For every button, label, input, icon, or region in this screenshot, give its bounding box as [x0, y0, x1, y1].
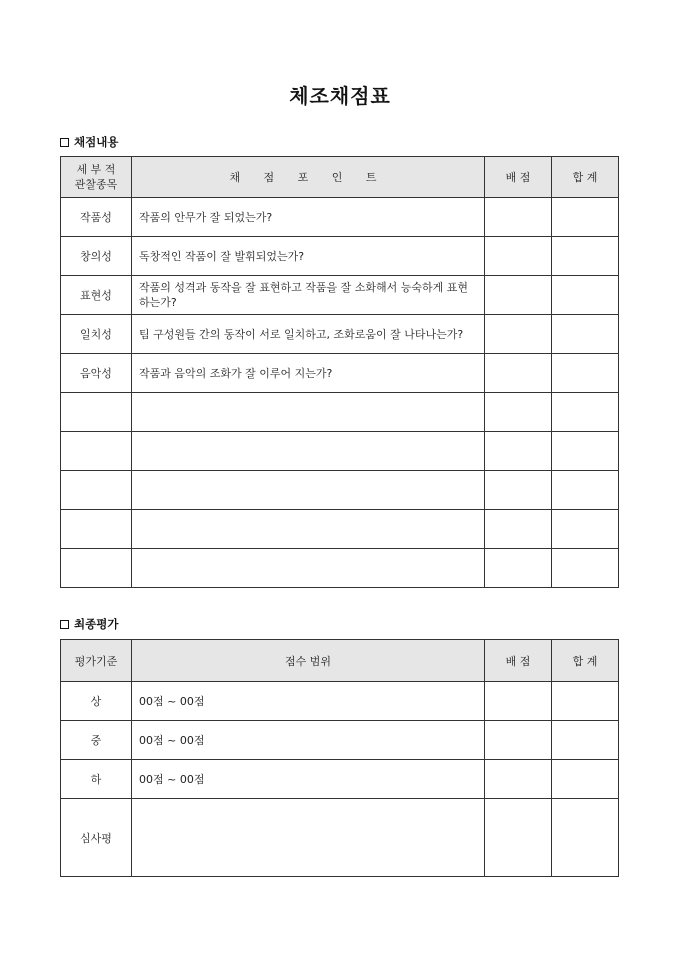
item-name-cell[interactable]: [61, 432, 132, 471]
checkbox-square-icon: [60, 138, 69, 147]
total-cell[interactable]: [552, 549, 619, 588]
allotted-score-cell[interactable]: [485, 393, 552, 432]
scoring-point: 작품의 성격과 동작을 잘 표현하고 작품을 잘 소화해서 능숙하게 표현하는가?: [132, 276, 485, 315]
allotted-score-cell[interactable]: [485, 510, 552, 549]
scoring-point: 작품과 음악의 조화가 잘 이루어 지는가?: [132, 354, 485, 393]
total-cell[interactable]: [552, 237, 619, 276]
scoring-point: 작품의 안무가 잘 되었는가?: [132, 198, 485, 237]
scoring-point: 팀 구성원들 간의 동작이 서로 일치하고, 조화로움이 잘 나타나는가?: [132, 315, 485, 354]
total-cell[interactable]: [552, 760, 619, 799]
table-row: [61, 354, 619, 393]
grade-label: 하: [61, 760, 132, 799]
total-cell[interactable]: [552, 682, 619, 721]
header-criteria: 평가기준: [61, 640, 132, 682]
allotted-score-cell[interactable]: [485, 721, 552, 760]
header-allotted-score: 배 점: [485, 157, 552, 198]
item-name: 표현성: [61, 276, 132, 315]
allotted-score-cell[interactable]: [485, 549, 552, 588]
section-scoring-content: [60, 134, 118, 150]
scoring-point: 독창적인 작품이 잘 발휘되었는가?: [132, 237, 485, 276]
table-row: [61, 276, 619, 315]
empty-row: [61, 549, 619, 588]
item-name: 일치성: [61, 315, 132, 354]
score-range: 00점 ~ 00점: [132, 682, 485, 721]
table-row: [61, 237, 619, 276]
grade-label: 상: [61, 682, 132, 721]
table-row: [61, 721, 619, 760]
allotted-score-cell[interactable]: [485, 432, 552, 471]
table-header-row: [61, 157, 619, 198]
table-row: [61, 198, 619, 237]
allotted-score-cell[interactable]: [485, 237, 552, 276]
section-label: 채점내용: [74, 135, 119, 149]
total-cell[interactable]: [552, 393, 619, 432]
allotted-score-cell[interactable]: [485, 682, 552, 721]
review-comment-cell[interactable]: [132, 799, 485, 877]
table-row: [61, 682, 619, 721]
score-range: 00점 ~ 00점: [132, 760, 485, 799]
total-cell[interactable]: [552, 432, 619, 471]
empty-row: [61, 432, 619, 471]
table-row: [61, 760, 619, 799]
review-label: 심사평: [61, 799, 132, 877]
empty-row: [61, 510, 619, 549]
item-name: 창의성: [61, 237, 132, 276]
allotted-score-cell[interactable]: [485, 799, 552, 877]
scoring-point-cell[interactable]: [132, 510, 485, 549]
score-range: 00점 ~ 00점: [132, 721, 485, 760]
section-final-evaluation: [60, 616, 118, 632]
scoring-point-cell[interactable]: [132, 471, 485, 510]
scoring-point-cell[interactable]: [132, 393, 485, 432]
total-cell[interactable]: [552, 721, 619, 760]
total-cell[interactable]: [552, 276, 619, 315]
item-name: 작품성: [61, 198, 132, 237]
allotted-score-cell[interactable]: [485, 276, 552, 315]
header-scoring-point: 채 점 포 인 트: [132, 157, 485, 198]
table-row: [61, 315, 619, 354]
header-score-range: 점수 범위: [132, 640, 485, 682]
review-row: [61, 799, 619, 877]
checkbox-square-icon: [60, 620, 69, 629]
scoring-point-cell[interactable]: [132, 432, 485, 471]
item-name-cell[interactable]: [61, 471, 132, 510]
total-cell[interactable]: [552, 315, 619, 354]
total-cell[interactable]: [552, 471, 619, 510]
item-name: 음악성: [61, 354, 132, 393]
total-cell[interactable]: [552, 198, 619, 237]
allotted-score-cell[interactable]: [485, 198, 552, 237]
total-cell[interactable]: [552, 510, 619, 549]
allotted-score-cell[interactable]: [485, 760, 552, 799]
table-header-row: [61, 640, 619, 682]
header-total: 합 계: [552, 640, 619, 682]
header-total: 합 계: [552, 157, 619, 198]
scoring-point-cell[interactable]: [132, 549, 485, 588]
header-allotted-score: 배 점: [485, 640, 552, 682]
page-title: 체조채점표: [289, 84, 391, 108]
total-cell[interactable]: [552, 799, 619, 877]
item-name-cell[interactable]: [61, 549, 132, 588]
scoring-table: [60, 156, 619, 588]
total-cell[interactable]: [552, 354, 619, 393]
final-evaluation-table: [60, 639, 619, 877]
section-label: 최종평가: [74, 617, 119, 631]
item-name-cell[interactable]: [61, 393, 132, 432]
empty-row: [61, 393, 619, 432]
allotted-score-cell[interactable]: [485, 315, 552, 354]
allotted-score-cell[interactable]: [485, 471, 552, 510]
empty-row: [61, 471, 619, 510]
item-name-cell[interactable]: [61, 510, 132, 549]
grade-label: 중: [61, 721, 132, 760]
allotted-score-cell[interactable]: [485, 354, 552, 393]
header-observation-item: 세 부 적 관찰종목: [61, 157, 132, 198]
